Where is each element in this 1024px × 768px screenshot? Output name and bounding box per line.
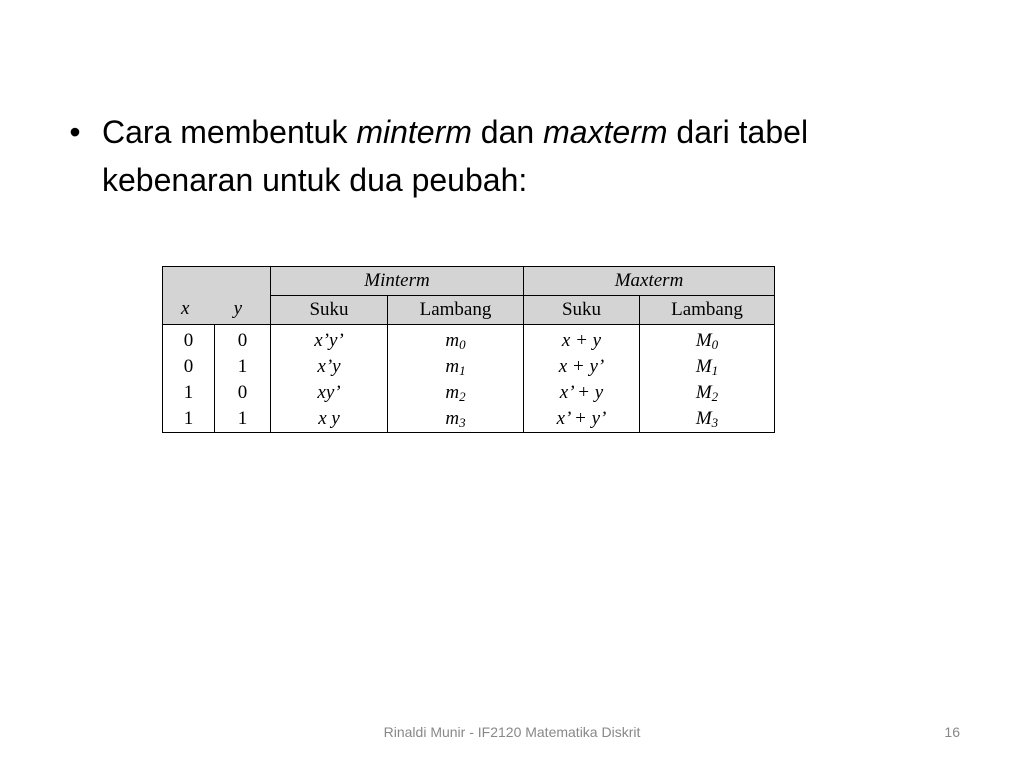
maxterm-suku-column xyxy=(524,325,640,433)
maxterm-letter: M xyxy=(695,382,712,403)
minterm-letter: m xyxy=(445,382,460,403)
minterm-suku: x’y’ xyxy=(314,330,344,351)
maxterm-symbol xyxy=(640,406,774,432)
maxterm-lambang-header: Lambang xyxy=(640,296,775,325)
bullet-point xyxy=(60,108,960,204)
x-value: 1 xyxy=(183,408,194,429)
minterm-suku-column xyxy=(271,325,388,433)
x-value: 1 xyxy=(183,382,194,403)
minterm-header: Minterm xyxy=(271,267,524,296)
minterm-letter: m xyxy=(445,408,460,429)
x-column xyxy=(163,325,215,433)
minterm-symbol xyxy=(388,354,523,380)
minterm-maxterm-table xyxy=(162,266,775,433)
maxterm-suku: x’ + y xyxy=(559,382,604,403)
maxterm-index: 3 xyxy=(711,415,719,430)
minterm-symbol xyxy=(388,406,523,432)
minterm-lambang-header: Lambang xyxy=(388,296,524,325)
y-value: 1 xyxy=(237,408,248,429)
page-number: 16 xyxy=(944,724,960,740)
minterm-index: 2 xyxy=(459,389,466,404)
bullet-marker: • xyxy=(69,114,81,150)
x-header: x xyxy=(181,298,190,319)
bullet-segment-maxterm: maxterm xyxy=(543,114,668,150)
maxterm-index: 2 xyxy=(711,389,719,404)
bullet-text xyxy=(102,108,960,204)
maxterm-suku-header: Suku xyxy=(524,296,640,325)
x-value: 0 xyxy=(183,356,194,377)
minterm-index: 0 xyxy=(459,337,466,352)
minterm-suku: x’y xyxy=(317,356,341,377)
minterm-index: 3 xyxy=(459,415,466,430)
y-header: y xyxy=(233,298,242,319)
maxterm-index: 0 xyxy=(711,337,719,352)
minterm-letter: m xyxy=(445,330,460,351)
maxterm-index: 1 xyxy=(711,363,719,378)
table-body-row xyxy=(163,325,775,433)
y-value: 0 xyxy=(237,382,248,403)
maxterm-letter: M xyxy=(695,330,712,351)
maxterm-symbol xyxy=(640,380,774,406)
minterm-symbol xyxy=(388,380,523,406)
y-value: 1 xyxy=(237,356,248,377)
minterm-letter: m xyxy=(445,356,460,377)
maxterm-suku: x + y’ xyxy=(558,356,605,377)
minterm-suku: xy’ xyxy=(317,382,341,403)
minterm-lambang-column xyxy=(388,325,524,433)
bullet-segment-minterm: minterm xyxy=(356,114,472,150)
maxterm-symbol xyxy=(640,354,774,380)
xy-header-cell xyxy=(163,267,271,325)
bullet-segment: dari tabel kebenaran untuk dua peubah: xyxy=(102,114,809,198)
footer-text: Rinaldi Munir - IF2120 Matematika Diskrit xyxy=(383,724,641,740)
maxterm-lambang-column xyxy=(640,325,775,433)
minterm-suku: x y xyxy=(318,408,340,429)
maxterm-header: Maxterm xyxy=(524,267,775,296)
maxterm-letter: M xyxy=(695,356,712,377)
table-group-header-row xyxy=(163,267,775,296)
maxterm-symbol xyxy=(640,328,774,354)
minterm-suku-header: Suku xyxy=(271,296,388,325)
minterm-index: 1 xyxy=(459,363,466,378)
maxterm-letter: M xyxy=(695,408,712,429)
x-value: 0 xyxy=(183,330,194,351)
y-value: 0 xyxy=(237,330,248,351)
minterm-symbol xyxy=(388,328,523,354)
maxterm-suku: x + y xyxy=(561,330,602,351)
y-column xyxy=(215,325,271,433)
bullet-segment: dan xyxy=(471,114,544,150)
maxterm-suku: x’ + y’ xyxy=(556,408,607,429)
bullet-segment: Cara membentuk xyxy=(102,114,357,150)
